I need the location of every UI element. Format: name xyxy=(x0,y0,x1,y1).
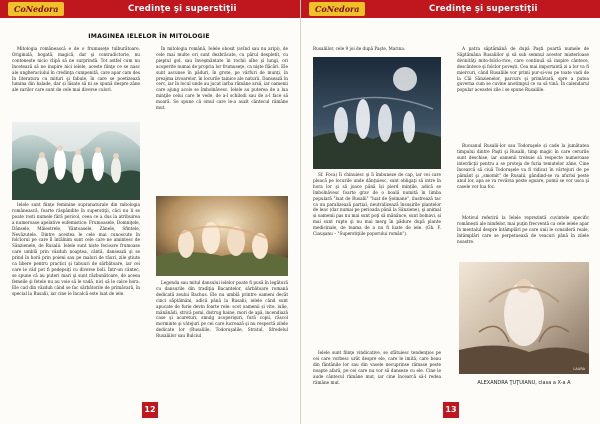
right-col2-bottom-text: Motivul referirii la Ielele reprezintă cuvintele specific românești ale nimfelor, mai puţin frecventă ca cele ielele apar în mentalul despre întâmplări pe care unii le consideră reale, întâmplări care se perpetuează de veacuri până în zilele noastre. xyxy=(457,215,589,244)
left-col2-bottom-text: Legenda sau mitul dansului ielelor poate fi pusă în legătură cu dansurile din tradiţia Bacantelor, sărbătoare romană dedicată zeului Bachus. Ele nu umblă printre oameni decât cinci săptămâni, adică până la Rusalii; ielele când sunt apucate de furie devin foarte rele: scot oamenii și vite, iulie, mânânădi, strică pomi, distrug haine, mori de apă, incendiază case şi acareturi, smulg acoperişuri, fură copii, răscol morminte şi vâtejuri pe cei care lucrează şi nu respectă zilele dedicate lor (Rusaliile, Todoruşalile, Stratul, Sfredelul Rusaliilor sau Bulciul xyxy=(156,280,288,339)
left-header-title: Credinţe şi superstiţii xyxy=(128,4,237,14)
right-page-number: 13 xyxy=(443,402,459,418)
moonlit-fairies-painting xyxy=(313,57,441,169)
illustration-caption: LAURA xyxy=(573,367,585,371)
fantasy-illustration xyxy=(459,262,589,374)
right-col1-top-text: Rusaliilor, cele 9 joi de după Paşte, Marina. xyxy=(313,46,406,51)
left-col2-top-text: În mitologia română, Ielele obosit (avînd sau nu aripi), de cele mai multe ori sunt dezbrăcate, cu părul despletit, cu pieptul gol, sau înveşmântate în rochii albe şi lungi, ori acoperite numai de propria lor frumuseţe, ca nişte flăcări. Ele sunt ascunse în păduri, în grote, pe vârfuri de munţi, în preajma izvoarelor, în locurile tainice ale naturii. Dansează în cerc, iar în locul unde au jucat iarba rămâne arsă, iar oamenii care ajung acolo se îmbolnăvesc. Ielele au puterea de a lua minţile celui care le vede, de a-l schilodi sau de a-l face să moară. Se spune că omul care le-a auzit cântecul rămâne mut. xyxy=(156,46,288,111)
right-header-bar xyxy=(301,0,600,18)
right-col1-bottom-text: Ielele sunt fiinţe vindicative, se sfătuiesc tendenţios pe cei care vorbesc urât despre ele, care le imită, care beau din fântânile lor sau din vasele necuprinse rămase peste noapte afară, pe cei care nu vor să danseze cu ele. Cine le aude cântecul rămâne mut, iar cine încearcă să-l redea rămâne mut. xyxy=(313,350,441,385)
forest-fairies-illustration xyxy=(12,122,140,200)
left-header-bar xyxy=(0,0,300,18)
right-col2-top-text: A patra săptămână de după Paşti poartă numele de Săptămâna Rusaliilor şi să sub semnul acestor misterioase divinităţi mito-folclo-rice, care continuă să inspire cântece, descântece şi folclor poveşti. Cea mai importantă zi a lor va fi miercuri, când Rusaliile vor primi pur-și-vos pe toate vadi de la Căi Sânzienelor, parcurs şi primăvară, spre a putea guverna cum se cuvine anotimpul ce va să vină. În calendarul popular aceastei zile i se spune Rusaliile. xyxy=(457,46,589,93)
left-col1-bottom-text: Ielele sunt fiinţe feminine supranaturale din mitologia românească, foarte răspândite în superstiţii, căci nu li se poate rosti numele fără pericol, ceea ce a dus la atribuirea a numeroase apelative eufemistice: Frumoasele, Domniţele, Dânsele, Măiestrele, Vântoasele, Zânele, Sfintele, Nevăzutele. Dintre acestea le cele mai cunoscute în folclorul pe care îl întâlnim sunt cele care ne amintesc de Sânzienele, de Rusalii. Ielele sunt niște fecioare frumoase care umblă prin văzduh noaptea, cântă, dansează şi se prind în horă prin poieni sau pe maluri de râuri, zile ştiute ca libere pentru practici şi tabuuri de sărbătoare, iar cei care le văd pot fi pedepsiţi cu diverse boli. Într-un cântec, se spune că au puteri mari şi sunt răzbunătoare, de aceea femeile şi fetele nu au voie să le vadă, nici să le calce hora. Ele cad din văzduh când se fac sărbătorile de primăvară, în special la Rusalii, iar cine le încalcă este luat de iele. xyxy=(12,202,140,296)
brand-logo: CoNedora xyxy=(309,2,365,16)
right-header-title: Credinţe şi superstiţii xyxy=(429,4,538,14)
left-page-number: 12 xyxy=(142,402,158,418)
dancing-nymphs-painting xyxy=(156,196,288,276)
brand-logo: CoNedora xyxy=(8,2,64,16)
author-signature: ALEXANDRA ŢUŢUIANU, clasa a X-a A xyxy=(477,380,571,386)
right-col2-mid-text: Bucsanul Rusalii-lor sau Todoruşele și cade la jumătatea timpului dintre Paşti şi Rusalii, timp magic în care cerurile sunt deschise, iar oamenii trebuie să respecte numeroase interdicţii pentru a se proteja de furia temutelor zâne. Cine încearcă să ciuă Todoruşele va fi ridicat în vârtejuri de pe pământ şi „smomit" de Rusalii, gândind-se va afurisi peste anul lor, apa se va revărsa peste ogoare, pomii se vor usca şi casele vor lua foc. xyxy=(457,143,589,190)
left-col1-top-text: Mitologia românească e de o frumuseţe tulburătoare. Originală, bogată, magică, dar şi contradictorie, nu contenește nicio clipă să ne surprindă. Tot astfel cum nu încetează să ne inspire nici ielele, aceste fiinţe ce se nasc ale ungheraciului în credinţa cumpenită, care apar cam des în literatura cu mituri şi fabule, în care se poetizează lumina din balade, dar și lăsate să ni se spună despre zâne ale zarilor care sunt de cele mai diverse culori. xyxy=(12,46,140,93)
article-title: IMAGINEA IELELOR ÎN MITOLOGIE xyxy=(88,33,210,40)
right-page xyxy=(300,0,600,424)
right-col1-mid-text: Sf. Foca) Îi chinuiesc şi îi îmbuneze de cap, iar cei care pleacă pe locurile unde dănţuiesc, sunt obligaţi să intre în hora lor şi să joace până își pierd mințile, adică se îmbolnăvesc foarte grav de o boală numită în limba populară "luat de Rusalii" "luat de Şoimane", ilustrează tac ca un paralizează parțial, neutralizează însușirile plantelor de leac (dar numai pe perioada până la Sânziene), şi animal și oamenii pas nu mai sunt poţi să mănânce, sunt bolnavi, și mai sunt rupte şi nu mai merg în pădure după plante medicinale, de teama de a nu fi luate de iele. (Gh. F. Ciauşanu – "Superstiţiile poporului român"). xyxy=(313,172,441,237)
